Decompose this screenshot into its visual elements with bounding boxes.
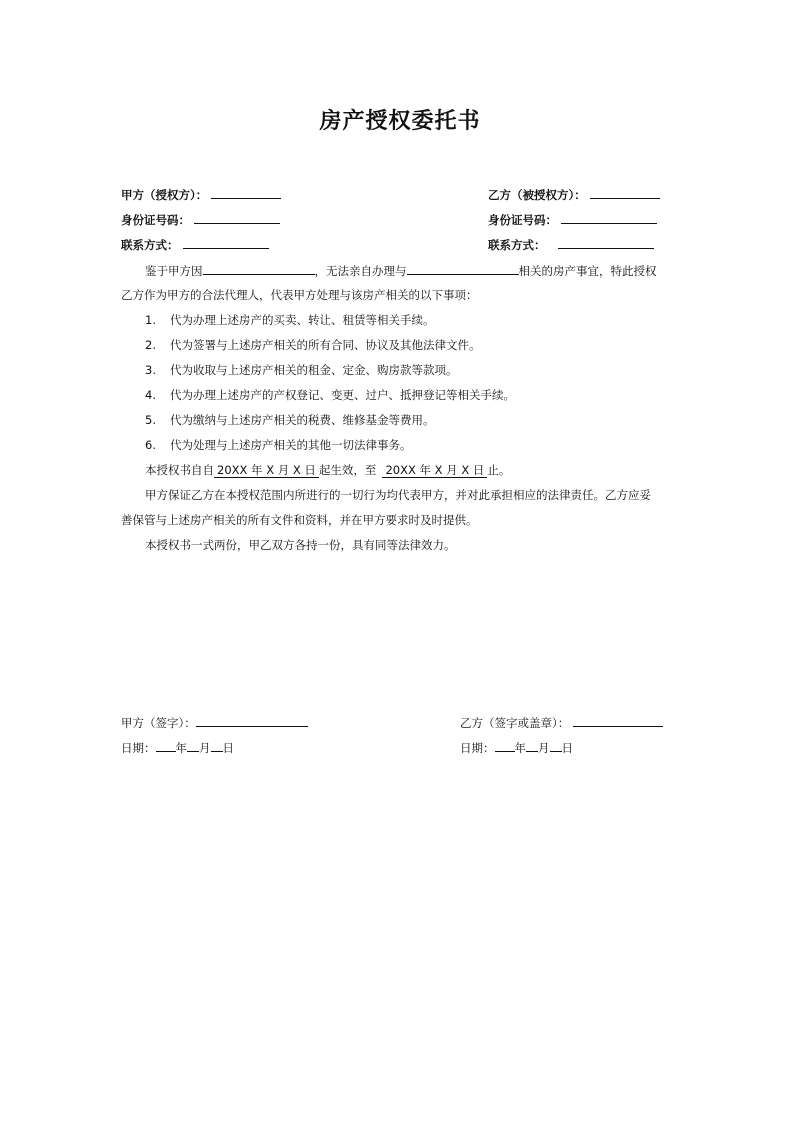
party-b-year-blank[interactable]: [495, 739, 515, 752]
party-a-signature-row: [121, 714, 308, 731]
party-a-date-row: [121, 739, 234, 756]
item-number: 6.: [145, 438, 156, 452]
item-text: 代为缴纳与上述房产相关的税费、维修基金等费用。: [170, 413, 435, 427]
item-number: 4.: [145, 388, 156, 402]
reason-blank[interactable]: [203, 262, 315, 275]
party-b-contact-label: 联系方式：: [488, 238, 546, 252]
item-text: 代为收取与上述房产相关的租金、定金、购房款等款项。: [170, 363, 458, 377]
year-label: 年: [514, 741, 526, 755]
intro-part-1: 鉴于甲方因: [145, 264, 203, 278]
party-a-day-blank[interactable]: [211, 739, 223, 752]
party-a-name-label: 甲方（授权方）：: [121, 188, 208, 202]
party-b-signature-label: 乙方（签字或盖章）：: [460, 716, 570, 730]
list-item: [145, 437, 412, 453]
item-number: 2.: [145, 338, 156, 352]
party-b-day-blank[interactable]: [550, 739, 562, 752]
party-a-name-row: [121, 186, 281, 203]
party-a-name-blank[interactable]: [211, 186, 281, 199]
party-a-month-blank[interactable]: [187, 739, 199, 752]
property-blank[interactable]: [407, 262, 519, 275]
intro-part-3: 相关的房产事宜，特此授权: [518, 264, 657, 278]
party-b-signature-blank[interactable]: [573, 714, 663, 727]
validity-line: [145, 462, 510, 478]
month-label: 月: [538, 741, 550, 755]
party-a-contact-label: 联系方式：: [121, 238, 179, 252]
party-a-contact-blank[interactable]: [183, 236, 269, 249]
party-b-date-label: 日期：: [460, 741, 495, 755]
party-a-year-blank[interactable]: [156, 739, 176, 752]
list-item: [145, 412, 435, 428]
validity-suffix: 止。: [487, 463, 511, 477]
party-a-id-blank[interactable]: [194, 211, 280, 224]
party-a-date-label: 日期：: [121, 741, 156, 755]
party-b-id-row: [488, 211, 657, 228]
copies-statement: 本授权书一式两份，甲乙双方各持一份，具有同等法律效力。: [145, 538, 456, 552]
month-label: 月: [199, 741, 211, 755]
document-title: 房产授权委托书: [319, 109, 481, 134]
item-number: 3.: [145, 363, 156, 377]
party-b-id-blank[interactable]: [561, 211, 657, 224]
validity-start-date[interactable]: 20XX 年 X 月 X 日: [214, 463, 319, 478]
year-label: 年: [175, 741, 187, 755]
party-a-id-row: [121, 211, 280, 228]
validity-mid: 起生效，至: [318, 463, 377, 477]
party-a-contact-row: [121, 236, 269, 253]
day-label: 日: [222, 741, 234, 755]
validity-prefix: 本授权书自自: [145, 463, 214, 477]
party-b-name-row: [488, 186, 660, 203]
item-text: 代为签署与上述房产相关的所有合同、协议及其他法律文件。: [170, 338, 481, 352]
party-b-name-label: 乙方（被授权方）：: [488, 188, 586, 202]
party-b-signature-row: [460, 714, 663, 731]
party-a-signature-blank[interactable]: [196, 714, 308, 727]
guarantee-line-1: 甲方保证乙方在本授权范围内所进行的一切行为均代表甲方，并对此承担相应的法律责任。乙方应妥: [145, 488, 651, 502]
list-item: [145, 362, 458, 378]
item-text: 代为处理与上述房产相关的其他一切法律事务。: [170, 438, 412, 452]
item-text: 代为办理上述房产的买卖、转让、租赁等相关手续。: [170, 313, 435, 327]
party-b-id-label: 身份证号码：: [488, 213, 557, 227]
party-b-name-blank[interactable]: [590, 186, 660, 199]
party-b-contact-blank[interactable]: [558, 236, 654, 249]
validity-end-date[interactable]: 20XX 年 X 月 X 日: [382, 463, 487, 478]
list-item: [145, 312, 435, 328]
guarantee-line-2: 善保管与上述房产相关的所有文件和资料，并在甲方要求时及时提供。: [121, 513, 478, 527]
list-item: [145, 337, 481, 353]
party-a-id-label: 身份证号码：: [121, 213, 190, 227]
intro-line-2: 乙方作为甲方的合法代理人，代表甲方处理与该房产相关的以下事项：: [121, 288, 478, 302]
intro-line-1: [145, 262, 657, 279]
party-a-signature-label: 甲方（签字）：: [121, 716, 196, 730]
item-number: 5.: [145, 413, 156, 427]
party-b-month-blank[interactable]: [526, 739, 538, 752]
item-text: 代为办理上述房产的产权登记、变更、过户、抵押登记等相关手续。: [170, 388, 515, 402]
list-item: [145, 387, 515, 403]
intro-part-2: ，无法亲自办理与: [314, 264, 407, 278]
party-b-date-row: [460, 739, 573, 756]
day-label: 日: [561, 741, 573, 755]
party-b-contact-row: [488, 236, 654, 253]
item-number: 1.: [145, 313, 156, 327]
